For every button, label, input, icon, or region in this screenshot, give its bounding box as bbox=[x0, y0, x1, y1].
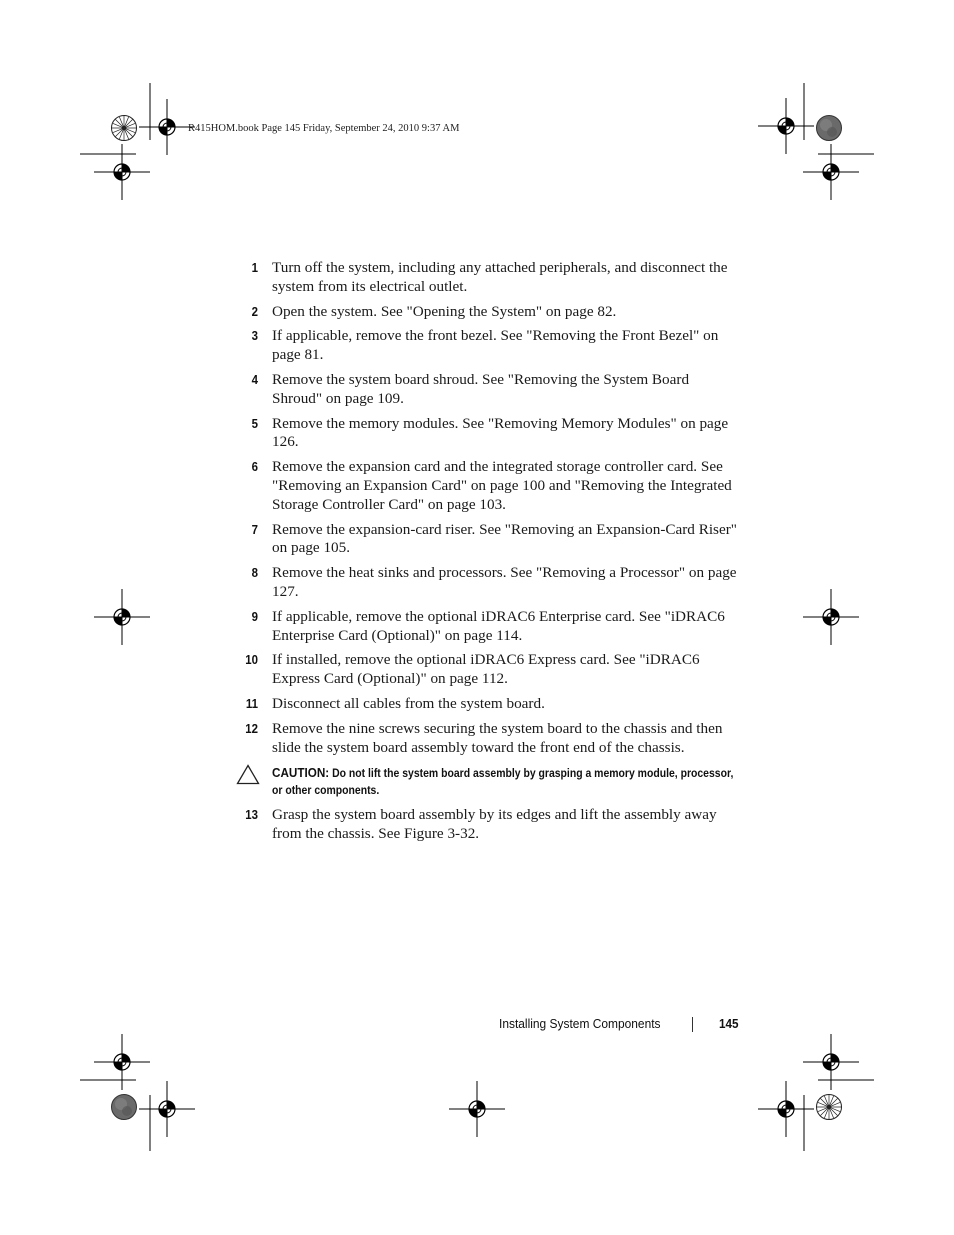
step-12 bbox=[241, 720, 741, 758]
step-number: 12 bbox=[245, 720, 258, 736]
step-6 bbox=[241, 458, 741, 514]
footer-section-title: Installing System Components bbox=[499, 1016, 661, 1031]
step-10 bbox=[241, 651, 741, 689]
step-number: 8 bbox=[251, 565, 258, 581]
step-text: Grasp the system board assembly by its edges and lift the assembly away from the chassis. See Figure 3-32. bbox=[272, 806, 717, 843]
step-number: 3 bbox=[251, 328, 258, 344]
step-11 bbox=[241, 695, 741, 714]
step-number: 13 bbox=[245, 807, 258, 823]
caution-text bbox=[272, 764, 740, 799]
step-number: 1 bbox=[251, 260, 258, 275]
caution-notice bbox=[241, 764, 741, 799]
step-number: 11 bbox=[245, 695, 258, 711]
step-number: 5 bbox=[251, 415, 258, 431]
procedure-steps bbox=[241, 259, 741, 850]
step-text: If applicable, remove the front bezel. See "Removing the Front Bezel" on page 81. bbox=[272, 327, 719, 364]
step-number: 6 bbox=[251, 459, 258, 475]
step-text: If installed, remove the optional iDRAC6 Express card. See "iDRAC6 Express Card (Optional)" on page 112. bbox=[272, 651, 700, 688]
step-7 bbox=[241, 521, 741, 559]
step-number: 9 bbox=[251, 608, 258, 624]
step-text: Turn off the system, including any attached peripherals, and disconnect the system from its electrical outlet. bbox=[272, 259, 728, 295]
step-text: Remove the expansion-card riser. See "Removing an Expansion-Card Riser" on page 105. bbox=[272, 520, 737, 557]
caution-message: Do not lift the system board assembly by grasping a memory module, processor, or other components. bbox=[272, 767, 734, 798]
page-footer bbox=[499, 1016, 739, 1034]
footer-divider bbox=[692, 1017, 693, 1032]
step-13 bbox=[241, 806, 741, 844]
step-text: Open the system. See "Opening the System" on page 82. bbox=[272, 302, 617, 320]
step-text: If applicable, remove the optional iDRAC6 Enterprise card. See "iDRAC6 Enterprise Card (Optional)" on page 114. bbox=[272, 607, 725, 644]
step-number: 10 bbox=[245, 652, 258, 668]
page-number: 145 bbox=[719, 1016, 739, 1031]
step-text: Remove the system board shroud. See "Removing the System Board Shroud" on page 109. bbox=[272, 370, 690, 407]
step-number: 7 bbox=[251, 521, 258, 537]
caution-triangle-icon bbox=[236, 764, 260, 785]
print-file-header: R415HOM.book Page 145 Friday, September 24, 2010 9:37 AM bbox=[188, 123, 460, 134]
step-1 bbox=[241, 259, 741, 297]
step-number: 2 bbox=[251, 303, 258, 319]
step-text: Remove the memory modules. See "Removing Memory Modules" on page 126. bbox=[272, 414, 729, 451]
step-5 bbox=[241, 415, 741, 453]
step-2 bbox=[241, 303, 741, 322]
step-3 bbox=[241, 327, 741, 365]
step-text: Remove the heat sinks and processors. See "Removing a Processor" on page 127. bbox=[272, 564, 737, 600]
step-text: Remove the expansion card and the integrated storage controller card. See "Removing an Expansion Card" on page 100 and "Removing the Integrated Storage Controller Card" on page 103. bbox=[272, 458, 732, 513]
step-9 bbox=[241, 608, 741, 646]
step-8 bbox=[241, 564, 741, 602]
step-number: 4 bbox=[251, 371, 258, 387]
step-4 bbox=[241, 371, 741, 409]
caution-label: CAUTION: bbox=[272, 765, 330, 781]
step-text: Disconnect all cables from the system board. bbox=[272, 694, 545, 712]
step-text: Remove the nine screws securing the system board to the chassis and then slide the system board assembly toward the front end of the chassis. bbox=[272, 719, 723, 756]
